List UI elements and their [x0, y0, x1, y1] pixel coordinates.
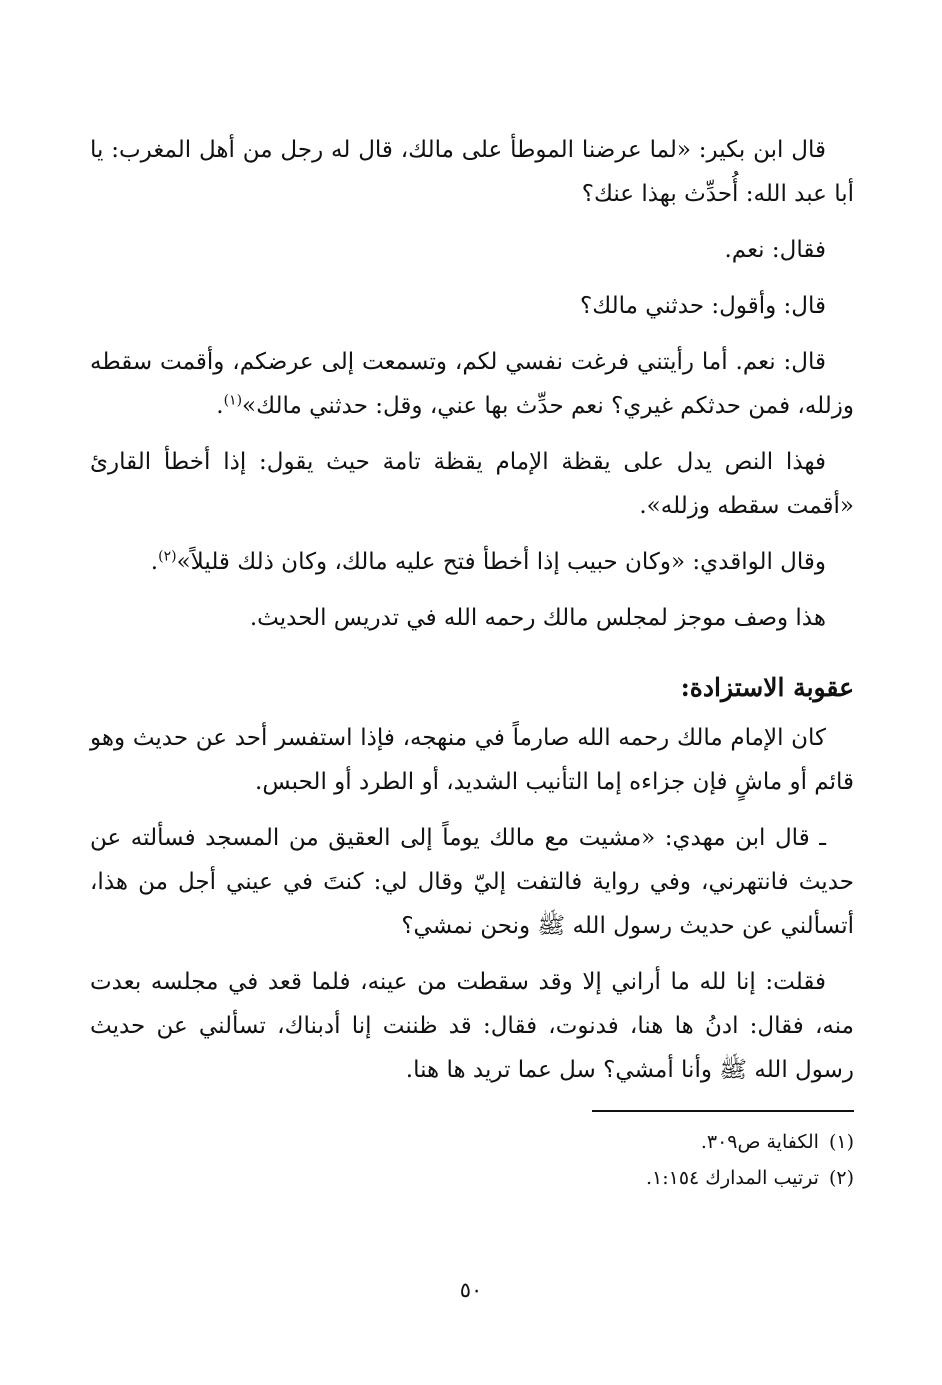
paragraph-kana-al-imam: كان الإمام مالك رحمه الله صارماً في منهجه، فإذا استفسر أحد عن حديث وهو قائم أو ماشٍ فإن جزاءه إما التأنيب الشديد، أو الطرد أو الحبس.: [90, 725, 854, 795]
footnote-2-text: ترتيب المدارك ١:١٥٤.: [645, 1167, 819, 1189]
footnote-2: [90, 1160, 854, 1196]
paragraph-qal-waaqul: قال: وأقول: حدثني مالك؟: [580, 293, 826, 319]
paragraph-faqultu: فقلت: إنا لله ما أراني إلا وقد سقطت من عينه، فلما قعد في مجلسه بعدت منه، فقال: ادنُ ها هنا، فدنوت، فقال: قد ظننت إنا أدبناك، تسألني عن حديث رسول الله ﷺ وأنا أمشي؟ سل عما تريد ها هنا.: [90, 969, 854, 1083]
paragraph-qal-naam-text: قال: نعم. أما رأيتني فرغت نفسي لكم، وتسمعت إلى عرضكم، وأقمت سقطه وزلله، فمن حدثكم غيري؟ نعم حدِّث بها عني، وقل: حدثني مالك»: [90, 349, 854, 419]
paragraph-al-waqidi-end: .: [150, 549, 159, 575]
footnote-1-text: الكفاية ص٣٠٩.: [700, 1131, 819, 1153]
footnote-separator: [592, 1110, 854, 1112]
paragraph-al-waqidi: [90, 540, 854, 584]
paragraph-wasf-mujaz: هذا وصف موجز لمجلس مالك رحمه الله في تدريس الحديث.: [249, 605, 826, 631]
paragraph-qal-naam: [90, 340, 854, 428]
footnote-2-number: (٢): [828, 1167, 854, 1189]
page-body: [90, 128, 854, 1196]
footnote-1-number: (١): [828, 1131, 854, 1153]
paragraph-ibn-mahdi: ـ قال ابن مهدي: «مشيت مع مالك يوماً إلى العقيق من المسجد فسألته عن حديث فانتهرني، وفي رواية فالتفت إليّ وقال لي: كنتَ في عيني أجل من هذا، أتسألني عن حديث رسول الله ﷺ ونحن نمشي؟: [90, 825, 854, 939]
footnote-1: [90, 1124, 854, 1160]
paragraph-al-waqidi-text: وقال الواقدي: «وكان حبيب إذا أخطأ فتح عليه مالك، وكان ذلك قليلاً»: [176, 549, 826, 575]
paragraph-hadha-alnass: فهذا النص يدل على يقظة الإمام يقظة تامة حيث يقول: إذا أخطأ القارئ «أقمت سقطه وزلله».: [90, 449, 854, 519]
section-heading: عقوبة الاستزادة:: [680, 673, 854, 702]
footnote-ref-2: (٢): [158, 548, 177, 565]
paragraph-ibn-bukair: قال ابن بكير: «لما عرضنا الموطأ على مالك، قال له رجل من أهل المغرب: يا أبا عبد الله: أُحدِّث بهذا عنك؟: [90, 137, 854, 207]
footnote-ref-1: (١): [223, 392, 243, 409]
page-number: ٥٠: [459, 1278, 483, 1302]
paragraph-faqal-naam: فقال: نعم.: [724, 237, 826, 263]
paragraph-qal-naam-end: .: [216, 393, 224, 419]
